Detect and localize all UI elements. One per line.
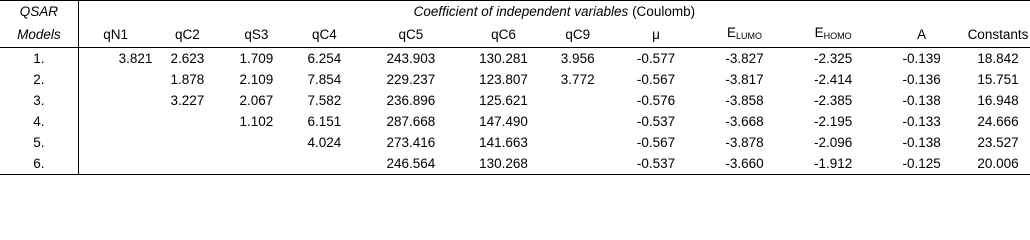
value-cell: -3.817 bbox=[725, 72, 764, 87]
table-row bbox=[0, 132, 1030, 153]
value-cell: 3.772 bbox=[560, 72, 595, 87]
value-cell: -0.133 bbox=[902, 114, 941, 129]
column-header-qc2: qC2 bbox=[152, 22, 222, 48]
value-cell: -3.660 bbox=[700, 153, 789, 175]
coefficient-group-header bbox=[78, 1, 1030, 23]
model-number-cell: 3. bbox=[0, 90, 78, 111]
column-header-qc6: qC6 bbox=[463, 22, 543, 48]
value-cell: 1.709 bbox=[239, 51, 274, 66]
column-header-qc4: qC4 bbox=[290, 22, 358, 48]
value-cell: 6.254 bbox=[307, 51, 342, 66]
value-cell: -2.414 bbox=[813, 72, 853, 87]
value-cell bbox=[78, 111, 152, 132]
table-body bbox=[0, 48, 1030, 175]
value-cell: 23.527 bbox=[977, 135, 1019, 150]
value-cell: 3.227 bbox=[170, 93, 205, 108]
table-row bbox=[0, 153, 1030, 175]
value-cell: 2.623 bbox=[170, 51, 205, 66]
value-cell: 246.564 bbox=[358, 153, 463, 175]
value-cell bbox=[78, 90, 152, 111]
elumo-main: E bbox=[727, 25, 737, 40]
value-cell: 287.668 bbox=[386, 114, 436, 129]
value-cell: 24.666 bbox=[977, 114, 1019, 129]
header-row-columns bbox=[0, 22, 1030, 48]
value-cell: -0.139 bbox=[902, 51, 941, 66]
value-cell: -3.878 bbox=[725, 135, 764, 150]
value-cell: -3.827 bbox=[725, 51, 764, 66]
value-cell: 130.281 bbox=[479, 51, 528, 66]
value-cell bbox=[78, 153, 152, 175]
value-cell: -1.912 bbox=[789, 153, 878, 175]
header-row-group bbox=[0, 1, 1030, 23]
model-number-cell: 4. bbox=[0, 111, 78, 132]
model-number-cell: 5. bbox=[0, 132, 78, 153]
table-row bbox=[0, 90, 1030, 111]
column-header-a: A bbox=[877, 22, 966, 48]
value-cell: -0.577 bbox=[636, 51, 676, 66]
coefficient-group-unit: (Coulomb) bbox=[628, 4, 696, 19]
value-cell: -2.195 bbox=[813, 114, 853, 129]
value-cell: 141.663 bbox=[479, 135, 528, 150]
value-cell: -2.325 bbox=[813, 51, 853, 66]
value-cell: 1.102 bbox=[239, 114, 274, 129]
value-cell: 7.582 bbox=[307, 93, 342, 108]
ehomo-subscript: HOMO bbox=[823, 31, 852, 41]
value-cell: -2.385 bbox=[813, 93, 853, 108]
value-cell: -0.537 bbox=[636, 114, 676, 129]
column-header-elumo bbox=[700, 22, 789, 48]
coefficient-group-title: Coefficient of independent variables bbox=[413, 4, 629, 19]
value-cell: 3.956 bbox=[560, 51, 595, 66]
value-cell bbox=[544, 111, 612, 132]
value-cell: 18.842 bbox=[977, 51, 1019, 66]
value-cell bbox=[544, 132, 612, 153]
value-cell bbox=[544, 153, 612, 175]
value-cell: 236.896 bbox=[386, 93, 436, 108]
value-cell bbox=[78, 132, 152, 153]
value-cell: -0.567 bbox=[636, 135, 676, 150]
value-cell: 273.416 bbox=[386, 135, 436, 150]
value-cell: 229.237 bbox=[386, 72, 436, 87]
value-cell: 130.268 bbox=[463, 153, 543, 175]
value-cell: 243.903 bbox=[386, 51, 436, 66]
column-header-constants: Constants bbox=[966, 22, 1030, 48]
model-number-cell: 1. bbox=[0, 48, 78, 70]
value-cell: 1.878 bbox=[170, 72, 205, 87]
value-cell: 6.151 bbox=[307, 114, 342, 129]
model-number-cell: 6. bbox=[0, 153, 78, 175]
value-cell bbox=[152, 132, 222, 153]
value-cell bbox=[152, 153, 222, 175]
value-cell: -0.567 bbox=[636, 72, 676, 87]
elumo-subscript: LUMO bbox=[736, 31, 763, 41]
column-header-qn1: qN1 bbox=[78, 22, 152, 48]
value-cell: 123.807 bbox=[479, 72, 528, 87]
column-header-mu: μ bbox=[612, 22, 701, 48]
table-row bbox=[0, 111, 1030, 132]
value-cell bbox=[222, 153, 290, 175]
value-cell: 3.821 bbox=[118, 51, 153, 66]
value-cell: 7.854 bbox=[307, 72, 342, 87]
column-header-qc5: qC5 bbox=[358, 22, 463, 48]
value-cell: -3.858 bbox=[725, 93, 764, 108]
value-cell: -0.138 bbox=[902, 93, 941, 108]
value-cell: 4.024 bbox=[307, 135, 342, 150]
qsar-models-header-line1: QSAR bbox=[0, 1, 78, 23]
value-cell: 2.067 bbox=[239, 93, 274, 108]
ehomo-main: E bbox=[814, 25, 824, 40]
value-cell bbox=[544, 90, 612, 111]
value-cell: 2.109 bbox=[239, 72, 274, 87]
qsar-models-header-line2: Models bbox=[0, 22, 78, 48]
column-header-qs3: qS3 bbox=[222, 22, 290, 48]
value-cell: -3.668 bbox=[725, 114, 764, 129]
model-number-cell: 2. bbox=[0, 69, 78, 90]
value-cell: 16.948 bbox=[977, 93, 1019, 108]
value-cell bbox=[222, 132, 290, 153]
value-cell: 15.751 bbox=[977, 72, 1019, 87]
value-cell: 20.006 bbox=[966, 153, 1030, 175]
table-row bbox=[0, 69, 1030, 90]
value-cell: 147.490 bbox=[479, 114, 528, 129]
column-header-qc9: qC9 bbox=[544, 22, 612, 48]
value-cell: -0.138 bbox=[902, 135, 941, 150]
value-cell: -0.537 bbox=[612, 153, 701, 175]
value-cell: -0.125 bbox=[877, 153, 966, 175]
value-cell: -2.096 bbox=[813, 135, 853, 150]
table-row bbox=[0, 48, 1030, 70]
value-cell bbox=[78, 69, 152, 90]
value-cell: 125.621 bbox=[479, 93, 528, 108]
value-cell bbox=[152, 111, 222, 132]
value-cell: -0.576 bbox=[636, 93, 676, 108]
value-cell bbox=[290, 153, 358, 175]
value-cell: -0.136 bbox=[902, 72, 941, 87]
column-header-ehomo bbox=[789, 22, 878, 48]
